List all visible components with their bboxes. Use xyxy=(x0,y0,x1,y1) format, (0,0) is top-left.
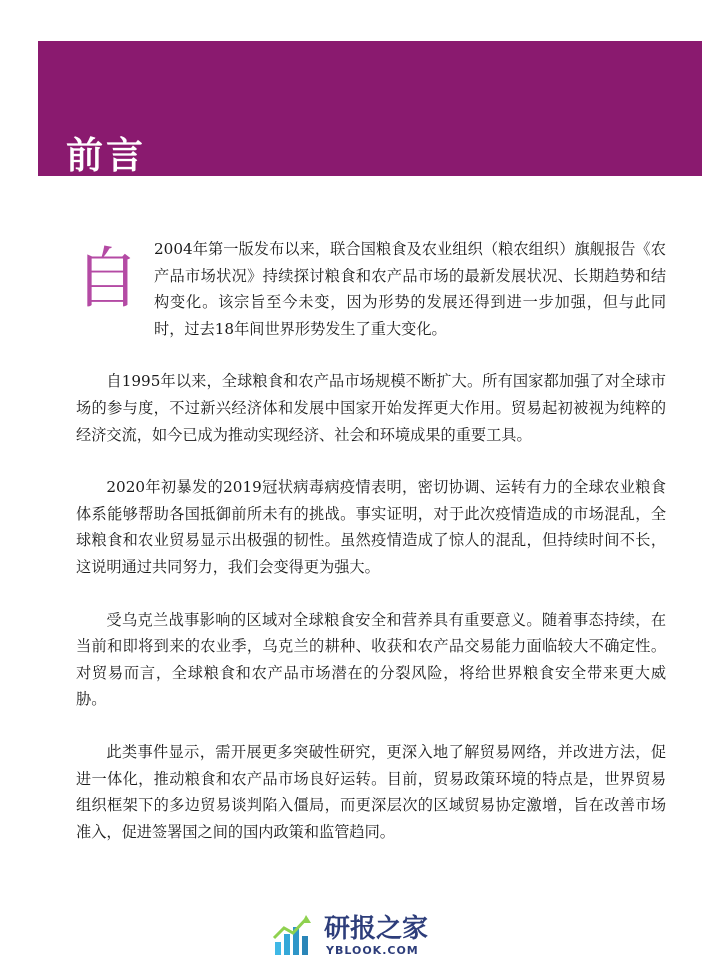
page-title: 前言 xyxy=(66,134,146,177)
paragraph-1 xyxy=(76,236,666,342)
paragraph-2: 自1995年以来，全球粮食和农产品市场规模不断扩大。所有国家都加强了对全球市场的参与度，不过新兴经济体和发展中国家开始发挥更大作用。贸易起初被视为纯粹的经济交流，如今已成为推动实现经济、社会和环境成果的重要工具。 xyxy=(76,372,666,444)
watermark xyxy=(272,914,442,958)
bar-chart-logo-icon xyxy=(272,914,314,958)
paragraph-1-text: 2004年第一版发布以来，联合国粮食及农业组织（粮农组织）旗舰报告《农产品市场状况》持续探讨粮食和农产品市场的最新发展状况、长期趋势和结构变化。该宗旨至今未变，因为形势的发展还得到进一步加强，但与此同时，过去18年间世界形势发生了重大变化。 xyxy=(154,240,666,338)
paragraph-3: 2020年初暴发的2019冠状病毒病疫情表明，密切协调、运转有力的全球农业粮食体系能够帮助各国抵御前所未有的挑战。事实证明，对于此次疫情造成的市场混乱，全球粮食和农业贸易显示出极强的韧性。虽然疫情造成了惊人的混乱，但持续时间不长，这说明通过共同努力，我们会变得更为强大。 xyxy=(76,478,666,576)
body-text xyxy=(76,236,666,871)
paragraph-5: 此类事件显示，需开展更多突破性研究，更深入地了解贸易网络，并改进方法，促进一体化，推动粮食和农产品市场良好运转。目前，贸易政策环境的特点是，世界贸易组织框架下的多边贸易谈判陷入僵局，而更深层次的区域贸易协定激增，旨在改善市场准入，促进签署国之间的国内政策和监管趋同。 xyxy=(76,742,666,841)
watermark-name-cn: 研报之家 xyxy=(324,914,429,944)
drop-cap: 自 xyxy=(74,240,140,317)
watermark-name-en: YBLOOK.COM xyxy=(326,944,419,957)
paragraph-4: 受乌克兰战事影响的区域对全球粮食安全和营养具有重要意义。随着事态持续，在当前和即将到来的农业季，乌克兰的耕种、收获和农产品交易能力面临较大不确定性。对贸易而言，全球粮食和农产品市场潜在的分裂风险，将给世界粮食安全带来更大威胁。 xyxy=(76,610,666,709)
